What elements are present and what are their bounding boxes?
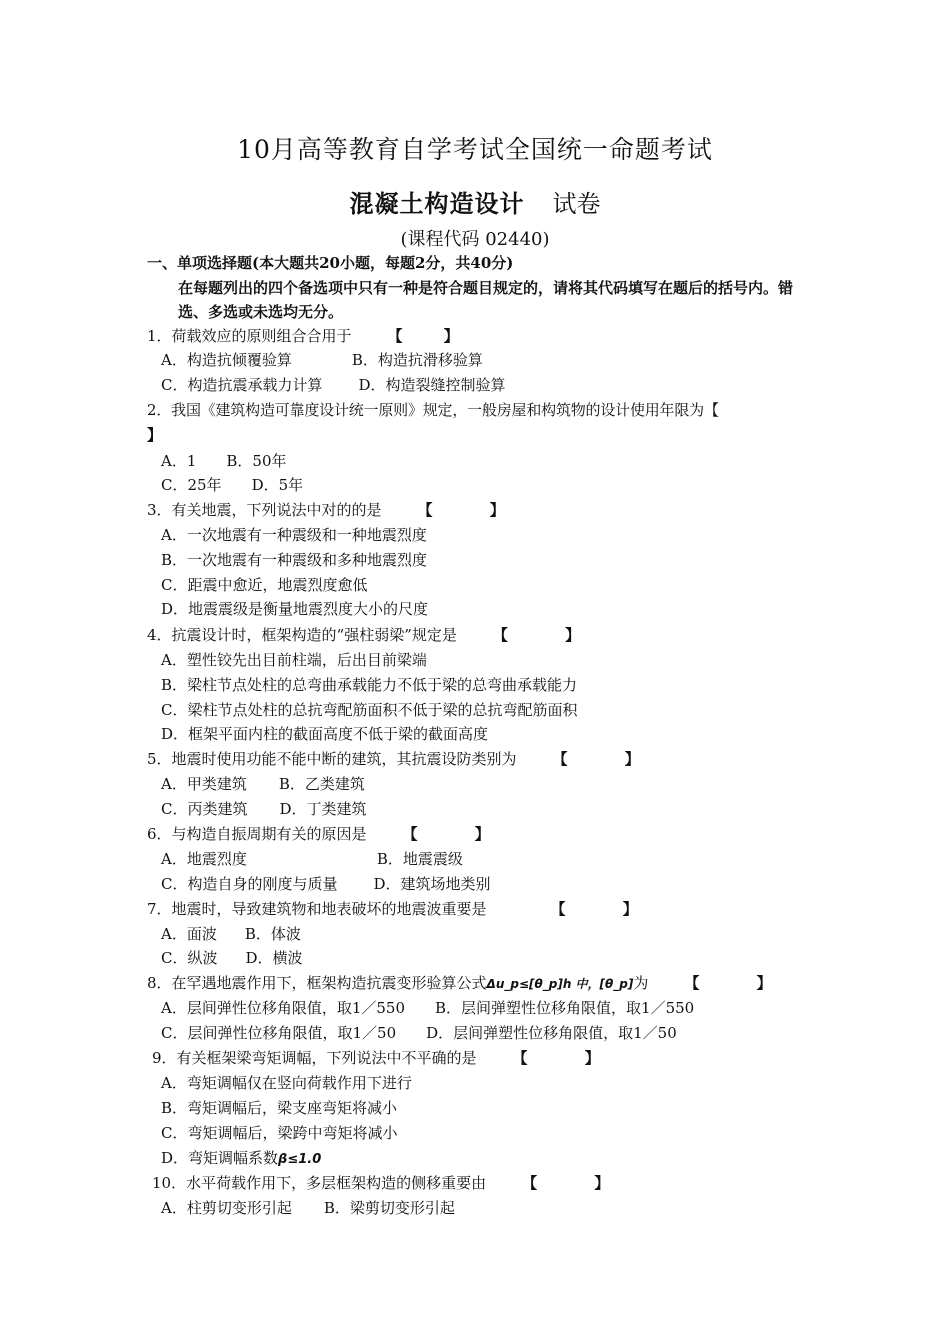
question-stem: 3．有关地震，下列说法中对的的是 (147, 501, 382, 519)
course-code: (课程代码 02440) (400, 229, 550, 250)
option-row (161, 473, 303, 497)
option: D．丁类建筑 (279, 800, 367, 818)
option: A．弯矩调幅仅在竖向荷载作用下进行 (161, 1074, 412, 1092)
answer-bracket: 【 】 (417, 501, 531, 519)
question-stem: 10．水平荷载作用下，多层框架构造的侧移重要由 (152, 1174, 487, 1192)
formula: β≤1.0 (278, 1152, 322, 1167)
answer-bracket: 【 】 (402, 825, 516, 843)
answer-bracket: 【 】 (522, 1174, 636, 1192)
option: A．构造抗倾覆验算 (161, 351, 292, 369)
option-row (161, 872, 491, 896)
option: A．一次地震有一种震级和一种地震烈度 (161, 526, 427, 544)
option: D．横波 (245, 949, 303, 967)
paper-label: 试卷 (552, 190, 601, 218)
option: A．地震烈度 (161, 850, 247, 868)
question-4 (147, 623, 827, 647)
option: A．层间弹性位移角限值，取1／550 (161, 999, 406, 1017)
question-stem: 5．地震时使用功能不能中断的建筑，其抗震设防类别为 (147, 750, 517, 768)
option: D．弯矩调幅系数 (161, 1149, 279, 1167)
option-row (161, 797, 367, 821)
question-2-bracket-close: 】 (147, 426, 163, 444)
option: B．体波 (244, 925, 301, 943)
option-row (161, 1146, 321, 1172)
question-10 (152, 1171, 832, 1195)
option: C．纵波 (161, 949, 218, 967)
question-stem: 4．抗震设计时，框架构造的“强柱弱梁”规定是 (147, 626, 457, 644)
question-stem: 2．我国《建筑构造可靠度设计统一原则》规定，一般房屋和构筑物的设计使用年限为【 (147, 401, 719, 419)
section-instruction: 在每题列出的四个备选项中只有一种是符合题目规定的，请将其代码填写在题后的括号内。错选、多选或未选均无分。 (178, 279, 794, 321)
answer-bracket: 【 】 (684, 974, 798, 992)
question-6 (147, 822, 827, 846)
option: C．构造自身的刚度与质量 (161, 875, 338, 893)
option: A．1 (161, 452, 197, 470)
answer-bracket: 【 】 (512, 1049, 626, 1067)
option: B．地震震级 (376, 850, 463, 868)
question-stem: 9．有关框架梁弯矩调幅，下列说法中不平确的是 (152, 1049, 477, 1067)
question-stem: 6．与构造自振周期有关的原因是 (147, 825, 367, 843)
option: A．柱剪切变形引起 (161, 1199, 292, 1217)
option: D．地震震级是衡量地震烈度大小的尺度 (161, 600, 429, 618)
question-8 (147, 971, 827, 996)
option: B．乙类建筑 (278, 775, 365, 793)
option: C．25年 (161, 476, 222, 494)
section-title: 一、单项选择题(本大题共20小题，每题2分，共40分) (147, 254, 514, 272)
option: B．构造抗滑移验算 (351, 351, 483, 369)
option-row (161, 922, 301, 946)
question-9 (152, 1046, 832, 1070)
option: B．弯矩调幅后，梁支座弯矩将减小 (161, 1099, 398, 1117)
option: B．梁剪切变形引起 (323, 1199, 455, 1217)
option: D．建筑场地类别 (373, 875, 491, 893)
question-stem: 7．地震时，导致建筑物和地表破坏的地震波重要是 (147, 900, 487, 918)
option: A．面波 (161, 925, 217, 943)
question-stem: 1．荷载效应的原则组合合用于 (147, 327, 352, 345)
option-row (161, 1021, 677, 1045)
option: C．构造抗震承载力计算 (161, 376, 323, 394)
answer-bracket: 【 】 (492, 626, 607, 644)
answer-bracket: 【 】 (550, 900, 664, 918)
option: C．距震中愈近，地震烈度愈低 (161, 576, 368, 594)
formula: Δu_p≤[θ_p]h 中，[θ_p] (486, 977, 634, 991)
option-row (161, 449, 287, 473)
option: C．梁柱节点处柱的总抗弯配筋面积不低于梁的总抗弯配筋面积 (161, 701, 578, 719)
subject-title (0, 184, 950, 219)
question-stem: 8．在罕遇地震作用下，框架构造抗震变形验算公式 (147, 974, 487, 992)
answer-bracket: 【 】 (387, 327, 477, 345)
exam-header-title: 10月高等教育自学考试全国统一命题考试 (237, 135, 713, 164)
option: A．甲类建筑 (161, 775, 247, 793)
option: B．梁柱节点处柱的总弯曲承载能力不低于梁的总弯曲承载能力 (161, 676, 578, 694)
question-5 (147, 747, 827, 771)
option: C．丙类建筑 (161, 800, 248, 818)
option: C．层间弹性位移角限值，取1／50 (161, 1024, 397, 1042)
option: A．塑性铰先出目前柱端，后出目前梁端 (161, 651, 427, 669)
subject-name: 混凝土构造设计 (349, 189, 525, 218)
option: D．层间弹塑性位移角限值，取1／50 (426, 1024, 677, 1042)
option: B．50年 (226, 452, 287, 470)
question-7 (147, 897, 827, 921)
option: D．框架平面内柱的截面高度不低于梁的截面高度 (161, 725, 489, 743)
option-row (161, 946, 303, 970)
option: D．构造裂缝控制验算 (358, 376, 506, 394)
option: C．弯矩调幅后，梁跨中弯矩将减小 (161, 1124, 398, 1142)
option: B．层间弹塑性位移角限值，取1／550 (435, 999, 695, 1017)
option-row (161, 373, 506, 397)
option-row (161, 348, 483, 372)
option: D．5年 (251, 476, 304, 494)
option-row (161, 847, 463, 871)
option-row (161, 996, 694, 1020)
option-row (161, 772, 365, 796)
question-1 (147, 324, 827, 348)
answer-bracket: 【 】 (552, 750, 666, 768)
option-row (161, 1196, 455, 1220)
question-stem-tail: 为 (633, 974, 649, 992)
option: B．一次地震有一种震级和多种地震烈度 (161, 551, 428, 569)
question-2 (147, 398, 827, 422)
question-3 (147, 498, 827, 522)
